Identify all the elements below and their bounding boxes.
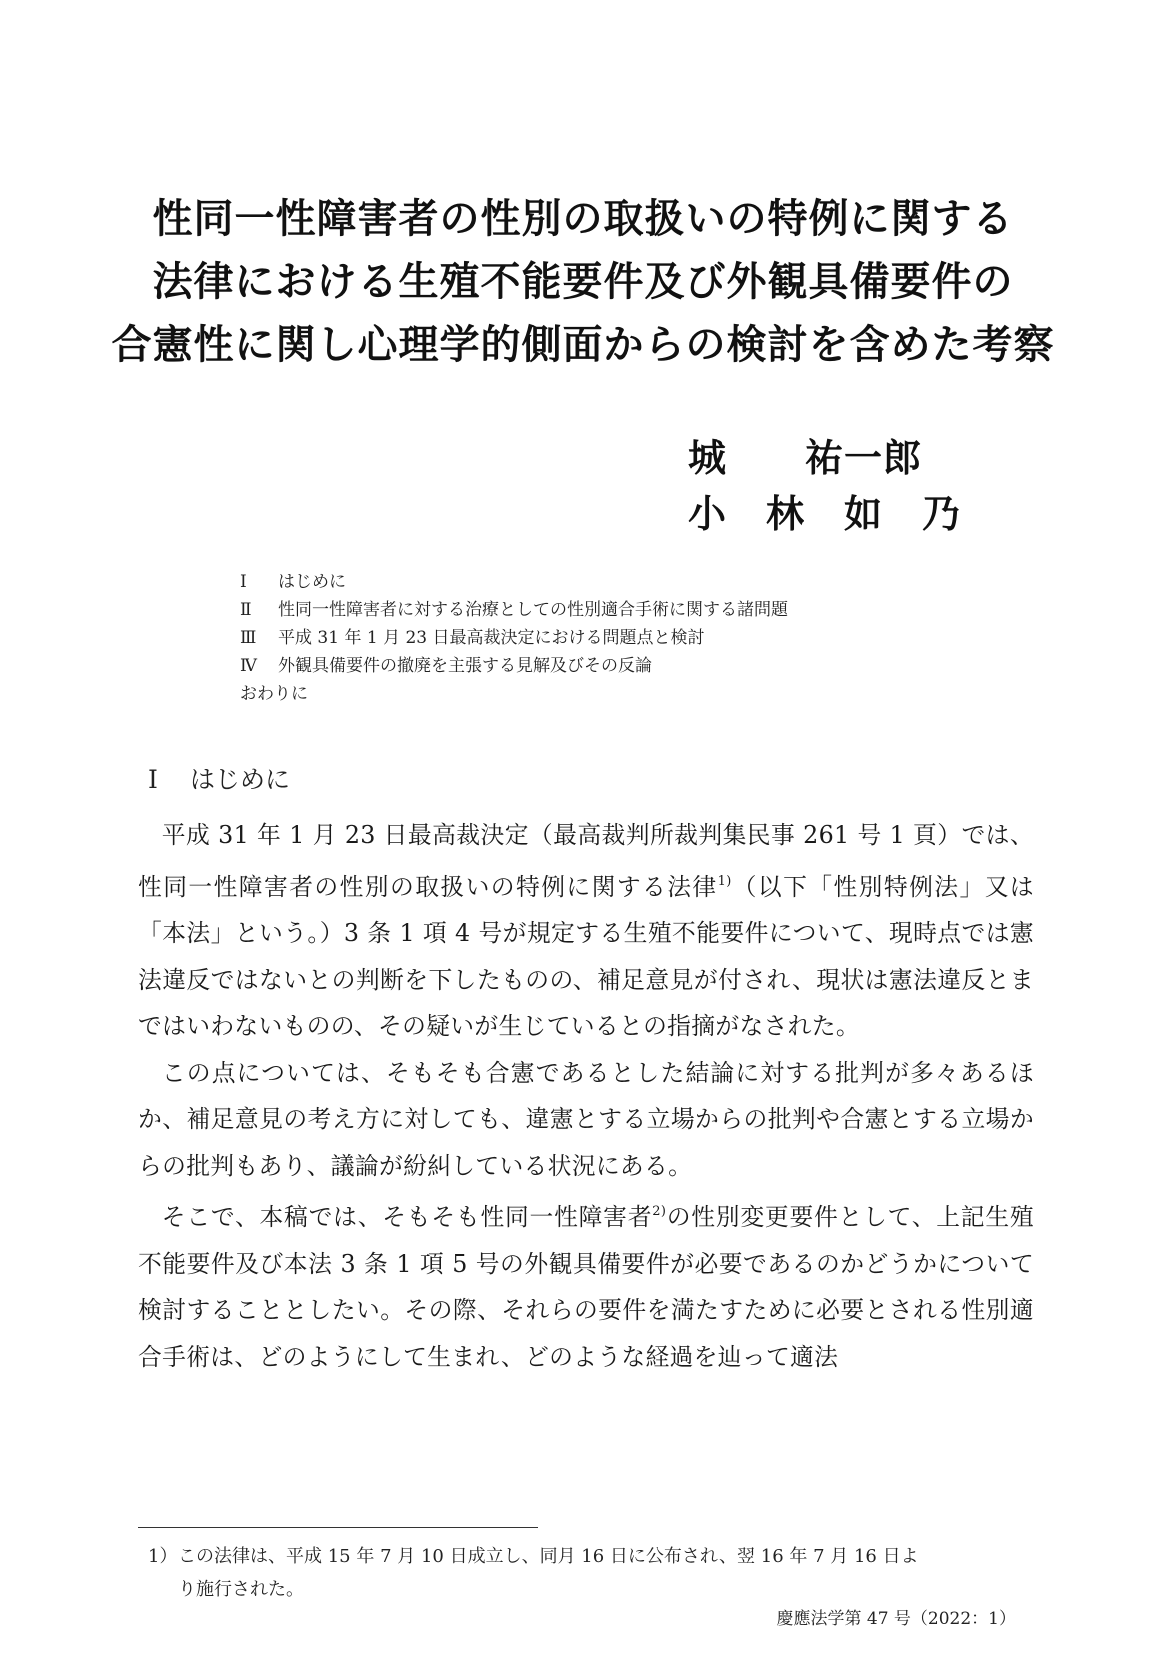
paper-title	[60, 188, 1106, 377]
body-text	[138, 812, 1034, 1380]
toc-item-label: 平成 31 年 1 月 23 日最高裁決定における問題点と検討	[278, 628, 705, 648]
paragraph	[138, 1050, 1034, 1190]
toc-item-number: Ⅰ	[240, 572, 247, 592]
toc-item-label: 性同一性障害者に対する治療としての性別適合手術に関する諸問題	[278, 600, 788, 620]
toc-item-label: おわりに	[240, 684, 308, 704]
section-number: Ⅰ	[148, 765, 158, 794]
footnote-divider	[138, 1527, 538, 1528]
author-2: 小 林 如 乃	[688, 491, 962, 536]
toc-item	[240, 568, 788, 596]
section-heading	[148, 760, 290, 796]
section-title: はじめに	[190, 765, 291, 794]
footnote-ref[interactable]: 2)	[652, 1204, 667, 1219]
toc-item-number: Ⅱ	[240, 600, 252, 620]
footnote-line-2: り施行された。	[178, 1579, 304, 1600]
toc-item-label: はじめに	[278, 572, 346, 592]
toc-item	[240, 652, 788, 680]
footnote-line-1	[148, 1540, 1036, 1573]
author-list	[688, 430, 961, 542]
toc-item	[240, 624, 788, 652]
footnote-number: 1）	[148, 1546, 178, 1567]
footnote-text: この法律は、平成 15 年 7 月 10 日成立し、同月 16 日に公布され、翌 16 年 7 月 16 日よ	[178, 1546, 919, 1567]
paragraph-text: の性別変更要件として、上記生殖不能要件及び本法 3 条 1 項 5 号の外観具備要件が必要であるのかどうかについて検討することとしたい。その際、それらの要件を満たすために必要とされる性別適合手術は、どのようにして生まれ、どのような経過を辿って適法	[138, 1203, 1034, 1371]
paragraph-text: （以下「性別特例法」又は「本法」という。）3 条 1 項 4 号が規定する生殖不能要件について、現時点では憲法違反ではないとの判断を下したものの、補足意見が付され、現状は憲法違反とまではいわないものの、その疑いが生じているとの指摘がなされた。	[138, 872, 1034, 1040]
author-1: 城 祐一郎	[688, 435, 923, 480]
journal-footer: 慶應法学第 47 号（2022：1）	[776, 1609, 1016, 1629]
title-line-1: 性同一性障害者の性別の取扱いの特例に関する	[152, 196, 1014, 242]
footnote-ref[interactable]: 1)	[717, 873, 732, 889]
toc-item-number: Ⅲ	[240, 628, 257, 648]
toc-item-number: Ⅳ	[240, 656, 257, 676]
paragraph	[138, 812, 1034, 1050]
paragraph-text: 平成 31 年 1 月 23 日最高裁決定（最高裁判所裁判集民事 261 号 1 頁）では、性同一性障害者の性別の取扱いの特例に関する法律	[138, 821, 1034, 901]
paragraph-text: この点については、そもそも合憲であるとした結論に対する批判が多々あるほか、補足意見の考え方に対しても、違憲とする立場からの批判や合憲とする立場からの批判もあり、議論が紛糾している状況にある。	[138, 1058, 1034, 1180]
toc-item	[240, 680, 788, 708]
paragraph-text: そこで、本稿では、そもそも性同一性障害者	[161, 1203, 653, 1231]
toc-item-label: 外観具備要件の撤廃を主張する見解及びその反論	[278, 656, 652, 676]
footnote	[148, 1540, 1036, 1606]
title-line-2: 法律における生殖不能要件及び外観具備要件の	[152, 259, 1014, 305]
toc-item	[240, 596, 788, 624]
table-of-contents	[240, 568, 788, 708]
paragraph	[138, 1189, 1034, 1380]
title-line-3: 合憲性に関し心理学的側面からの検討を含めた考察	[111, 322, 1055, 368]
